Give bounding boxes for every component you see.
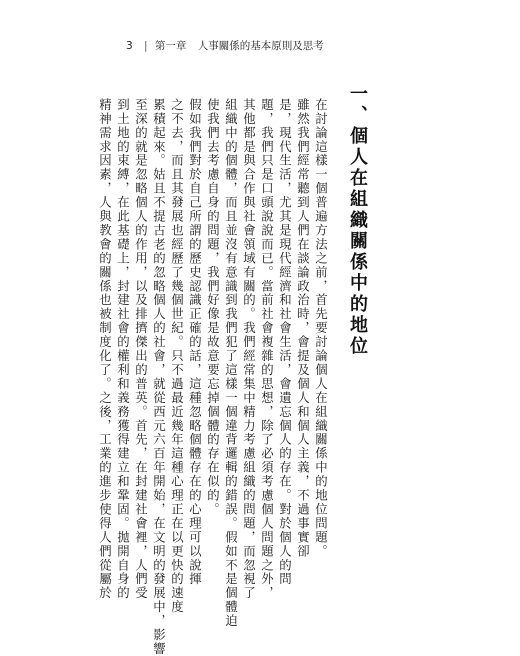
running-header xyxy=(126,38,324,53)
text-column: 其他都是與合作與社會領域有關的。我們經常集中精力考慮組織的問題，而忽視了 xyxy=(241,98,257,601)
text-column: 累積起來。姑且不提古老的忽略個人的社會，就從西元六百年開始，在文明的發展中，影響 xyxy=(151,98,167,656)
text-column: 之不去，而且其發展也經歷了幾個世紀。只不過最近幾年這種心理正在以更快的速度 xyxy=(169,98,185,615)
section-heading: 一、個人在組織關係中的地位 xyxy=(347,84,368,357)
text-column: 至深的就是忽略個人的作用，以及排擠傑出的普英。首先，在封建社會裡，人們受 xyxy=(133,98,149,601)
chapter-label: 第一章 xyxy=(154,40,187,52)
text-column: 精神需求因素，人與教會的關係也被制度化了。之後，工業的進步使得人們從屬於 xyxy=(97,98,113,601)
text-column: 是，現代生活，尤其是現代經濟和社會生活，會遺忘個人的存在。對於個人的問 xyxy=(277,98,293,587)
text-column: 雖然我們經常聽到人們在談論政治時，會提及個人和個人主義，不過事實卻 xyxy=(295,98,311,559)
text-column: 假如我們對於自己所謂的歷史認識正確的話，這種忽略個體存在的心理可以說揮 xyxy=(187,98,203,587)
text-column: 到土地的束縛，在此基礎上，封建社會的權利和義務獲得建立和鞏固。拋開自身的 xyxy=(115,98,131,601)
header-separator: | xyxy=(144,40,148,52)
chapter-title: 人事關係的基本原則及思考 xyxy=(197,40,324,52)
text-column: 組織中的個體，而且並沒有意識到我們犯了這樣一個違背邏輯的錯誤。假如不是個體迫 xyxy=(223,98,239,629)
page-number: 3 xyxy=(126,40,133,52)
text-column: 使我們去考慮自身的問題，我們好像是故意要忘掉個體的存在似的。 xyxy=(205,98,221,517)
text-column: 題，我們只是口頭說說而已。當前社會複雜的思想，除了必須考慮個人問題之外， xyxy=(259,98,275,601)
text-column: 在討論這樣一個普遍方法之前，首先要討論個人在組織關係中的地位問題。 xyxy=(313,98,329,559)
